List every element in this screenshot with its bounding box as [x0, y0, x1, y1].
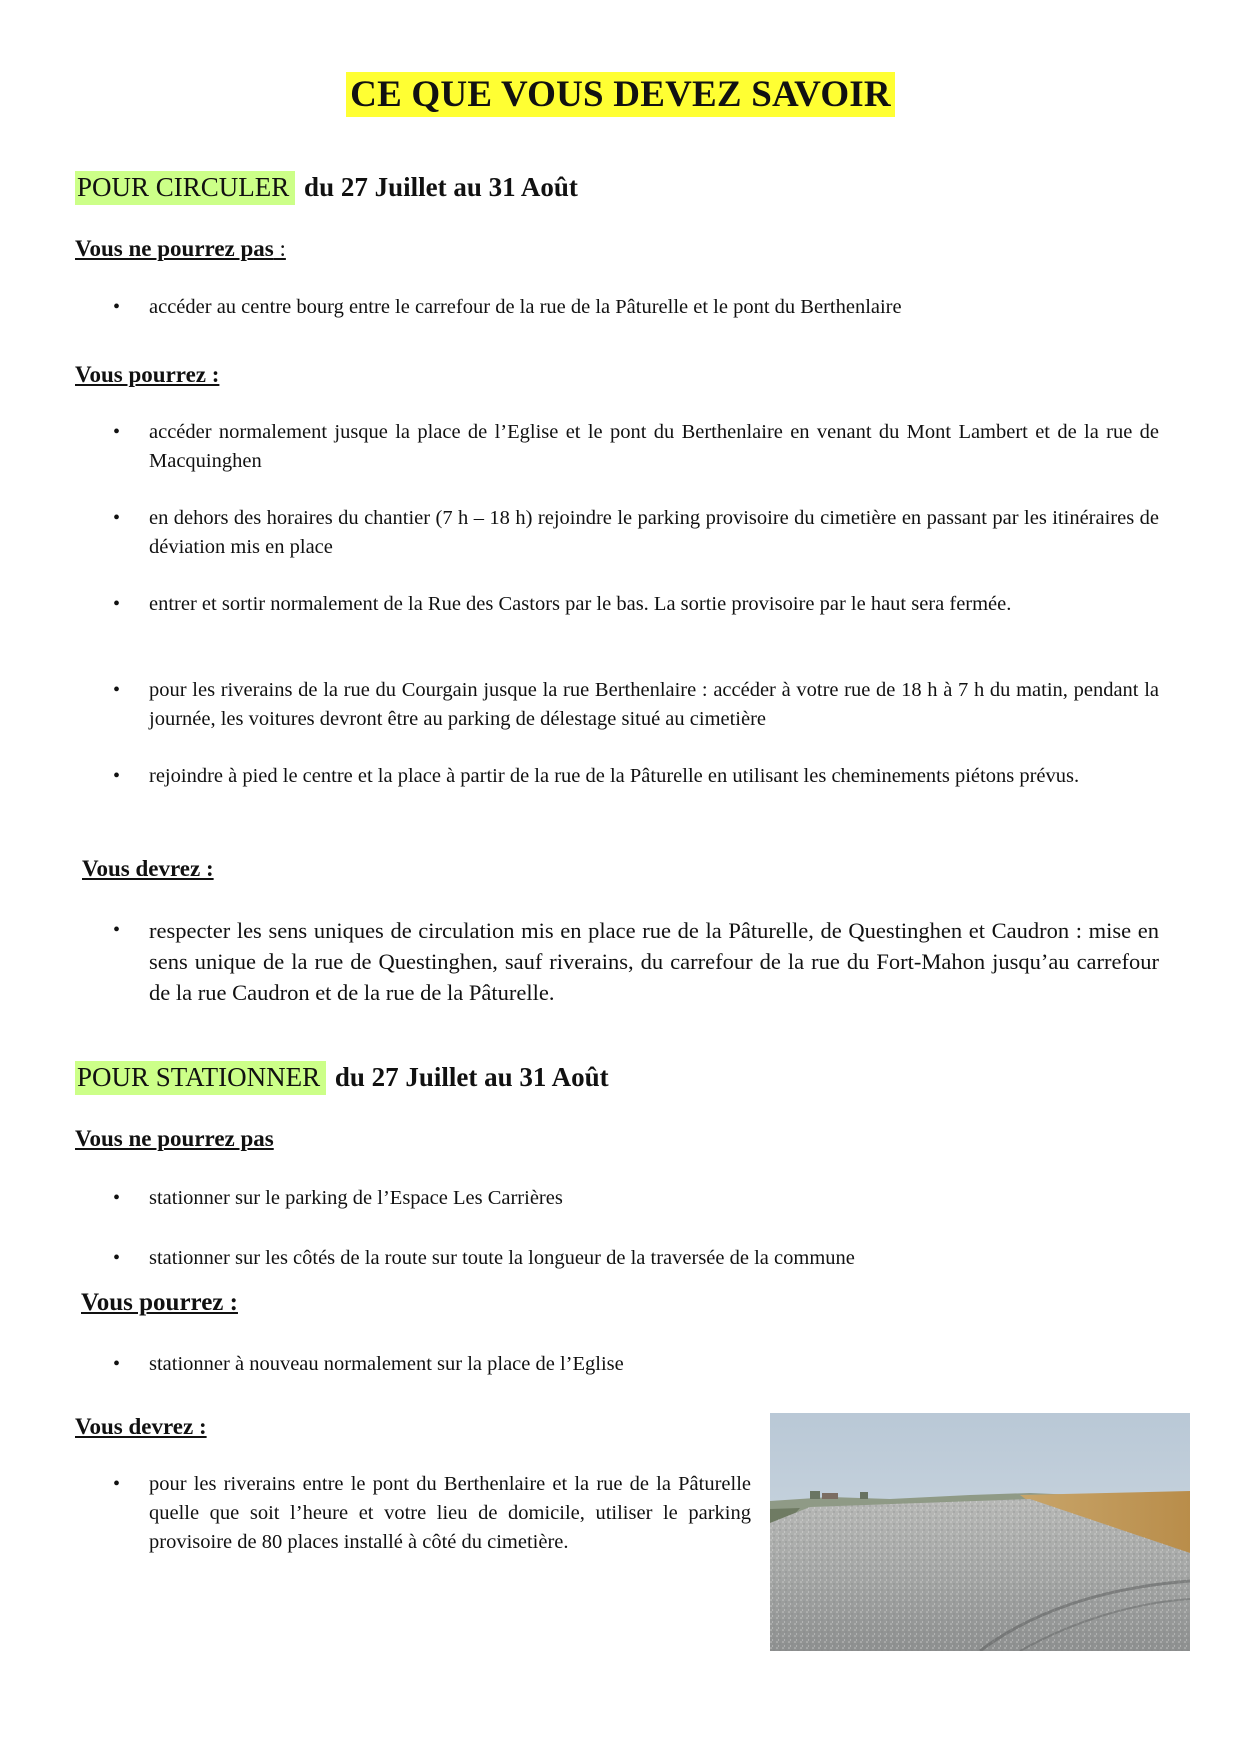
list-item: • accéder au centre bourg entre le carrefour de la rue de la Pâturelle et le pont du Berthenlaire	[149, 293, 1079, 322]
list-item: • rejoindre à pied le centre et la place à partir de la rue de la Pâturelle en utilisant les cheminements piétons prévus.	[149, 762, 1159, 791]
parking-photo	[770, 1413, 1190, 1651]
section-heading-highlight: POUR CIRCULER	[75, 171, 295, 205]
section-heading-dates: du 27 Juillet au 31 Août	[297, 172, 578, 202]
list-item: • respecter les sens uniques de circulation mis en place rue de la Pâturelle, de Questinghen et Caudron : mise en sens unique de la rue de Questinghen, sauf riverains, du carrefour de la rue du Fort-Mahon jusqu’au carrefour de la rue Caudron et de la rue de la Pâturelle.	[149, 915, 1159, 1008]
subheading-ne-pourrez-pas: Vous ne pourrez pas	[75, 1126, 274, 1151]
page-title	[0, 73, 1241, 116]
list-item: • accéder normalement jusque la place de l’Eglise et le pont du Berthenlaire en venant du Mont Lambert et de la rue de Macquinghen	[149, 418, 1159, 476]
list-item: • stationner sur le parking de l’Espace Les Carrières	[149, 1184, 1049, 1213]
subheading-pourrez: Vous pourrez :	[81, 1289, 238, 1316]
page-title-text: CE QUE VOUS DEVEZ SAVOIR	[346, 72, 895, 117]
subheading-devrez: Vous devrez :	[75, 1414, 207, 1439]
subheading-suffix: :	[273, 236, 286, 261]
subheading-devrez: Vous devrez :	[82, 856, 214, 881]
subheading-ne-pourrez-pas	[75, 236, 286, 262]
section-heading-stationner	[75, 1062, 609, 1093]
list-item: • stationner à nouveau normalement sur la place de l’Eglise	[149, 1350, 1049, 1379]
subheading-label: Vous ne pourrez pas	[75, 236, 274, 261]
list-item: • pour les riverains de la rue du Courgain jusque la rue Berthenlaire : accéder à votre rue de 18 h à 7 h du matin, pendant la journée, les voitures devront être au parking de délestage situé au cimetière	[149, 676, 1159, 734]
section-heading-dates: du 27 Juillet au 31 Août	[328, 1062, 609, 1092]
section-heading-circuler	[75, 172, 578, 203]
list-item: • pour les riverains entre le pont du Berthenlaire et la rue de la Pâturelle quelle que soit l’heure et votre lieu de domicile, utiliser le parking provisoire de 80 places installé à côté du cimetière.	[149, 1470, 751, 1557]
list-item: • en dehors des horaires du chantier (7 h – 18 h) rejoindre le parking provisoire du cimetière en passant par les itinéraires de déviation mis en place	[149, 504, 1159, 562]
subheading-pourrez: Vous pourrez :	[75, 362, 220, 387]
list-item: • stationner sur les côtés de la route sur toute la longueur de la traversée de la commune	[149, 1244, 1079, 1273]
list-item: • entrer et sortir normalement de la Rue des Castors par le bas. La sortie provisoire par le haut sera fermée.	[149, 590, 1159, 619]
section-heading-highlight: POUR STATIONNER	[75, 1061, 326, 1095]
